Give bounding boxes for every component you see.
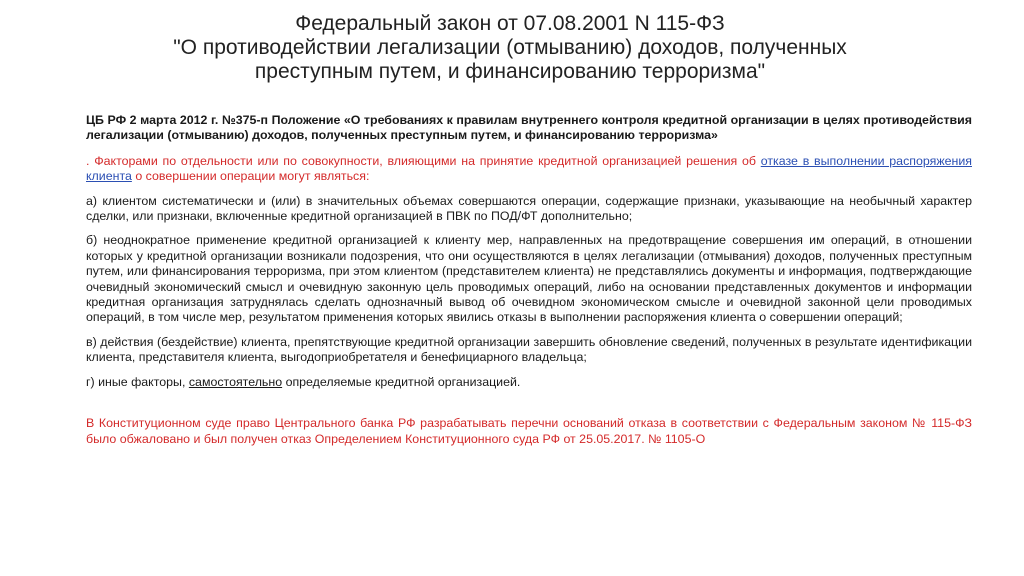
item-a: а) клиентом систематически и (или) в значительных объемах совершаются операции, содержащие признаки, указывающие на необычный характер сделки, или признаки, включенные кредитной организацией в ПВК по ПОД/ФТ дополнительно;	[86, 193, 972, 224]
regulation-heading	[86, 113, 972, 144]
factors-intro	[86, 154, 972, 185]
page-title	[120, 12, 900, 84]
item-g	[86, 375, 972, 390]
factors-intro-tail: о совершении операции могут являться:	[131, 169, 370, 184]
title-line-1: Федеральный закон от 07.08.2001 N 115-ФЗ	[295, 12, 725, 35]
title-line-2: "О противодействии легализации (отмыванию) доходов, полученных	[173, 36, 847, 59]
item-g-text: г) иные факторы,	[86, 374, 189, 389]
constitutional-court-note: В Конституционном суде право Центрального банка РФ разрабатывать перечни оснований отказа в соответствии с Федеральным законом № 115-ФЗ было обжаловано и был получен отказ Определением Конституционного суда РФ от 25.05.2017. № 1105-О	[86, 416, 972, 446]
item-g-underlined: самостоятельно	[188, 374, 283, 389]
title-line-3: преступным путем, и финансированию терроризма"	[254, 60, 766, 83]
factors-intro-text: . Факторами по отдельности или по совокупности, влияющими на принятие кредитной организацией решения об	[86, 153, 761, 168]
item-g-tail: определяемые кредитной организацией.	[282, 374, 521, 389]
refusal-link[interactable]: отказе в выполнении распоряжения клиента	[86, 153, 972, 184]
item-v: в) действия (бездействие) клиента, препятствующие кредитной организации завершить обновление сведений, полученных в результате идентификации клиента, представителя клиента, выгодоприобретателя и бенефициарного владельца;	[86, 334, 972, 365]
regulation-heading-close: »	[711, 128, 718, 143]
item-b: б) неоднократное применение кредитной организацией к клиенту мер, направленных на предотвращение совершения им операций, в отношении которых у кредитной организации возникали подозрения, что они осуществляются в целях легализации (отмывания) доходов, полученных преступным путем, или финансирования терроризма, при этом клиентом (представителем клиента) не представлялись документы и информация, подтверждающие очевидный экономический смысл и очевидную законную цель проводимых операций, либо на основании представленных документов и информации кредитная организация затруднялась сделать однозначный вывод об очевидном экономическом смысле и очевидной законной цели проводимых операций, в том числе мер, результатом применения которых явились отказы в выполнении распоряжения клиента о совершении операций;	[86, 233, 972, 325]
document-body	[86, 113, 972, 456]
regulation-heading-text: ЦБ РФ 2 марта 2012 г. №375-п Положение «О требованиях к правилам внутреннего контроля кредитной организации в целях противодействия легализации (отмыванию) доходов, полученных преступным путем, и финансированию терроризма	[86, 113, 972, 143]
